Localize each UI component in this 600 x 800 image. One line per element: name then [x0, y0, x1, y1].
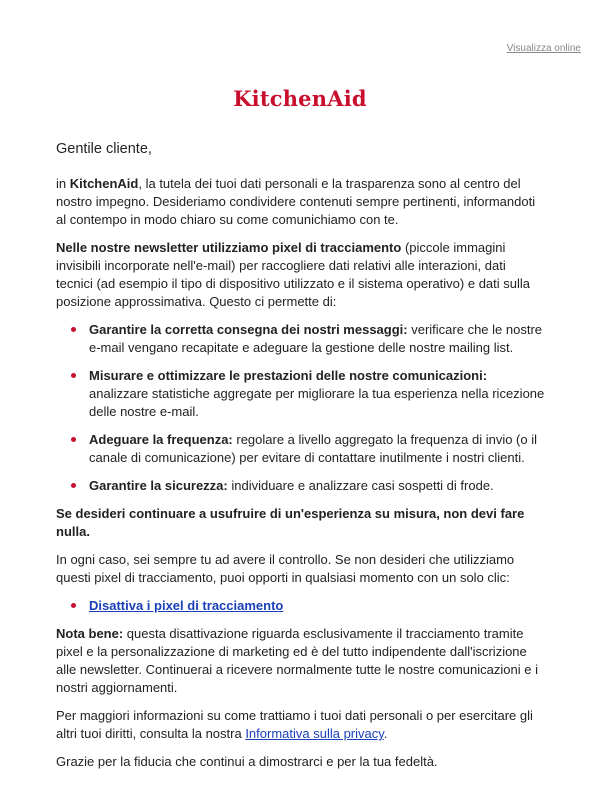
note-paragraph: [56, 625, 546, 697]
pixel-heading: Nelle nostre newsletter utilizziamo pixel di tracciamento: [56, 240, 402, 255]
intro-text: , la tutela dei tuoi dati personali e la trasparenza sono al centro del nostro impegno. Desideriamo condividere contenuti sempre pertinenti, informandoti al contempo in modo chiaro su come comunichiamo con te.: [56, 176, 536, 227]
list-item: [56, 321, 546, 357]
purpose-list: [56, 321, 546, 495]
list-item-title: Garantire la corretta consegna dei nostri messaggi:: [89, 322, 408, 337]
intro-pre: in: [56, 176, 70, 191]
privacy-policy-link[interactable]: Informativa sulla privacy: [245, 726, 384, 741]
list-item-title: Misurare e ottimizzare le prestazioni delle nostre comunicazioni:: [89, 368, 488, 383]
continue-text: Se desideri continuare a usufruire di un'esperienza su misura, non devi fare nulla.: [56, 506, 525, 539]
pixel-paragraph: [56, 239, 546, 311]
list-item: [56, 367, 546, 421]
logo-text: KitchenAid: [233, 86, 367, 111]
email-body: [56, 139, 546, 781]
control-paragraph: In ogni caso, sei sempre tu ad avere il controllo. Se non desideri che utilizziamo questi pixel di tracciamento, puoi opporti in qualsiasi momento con un solo clic:: [56, 552, 515, 585]
opt-out-list: [56, 597, 546, 615]
greeting: Gentile cliente,: [56, 141, 152, 157]
list-item: [56, 431, 546, 467]
thanks-paragraph: Grazie per la fiducia che continui a dimostrarci e per la tua fedeltà.: [56, 754, 438, 769]
info-post: .: [383, 726, 388, 741]
list-item: [56, 477, 546, 495]
view-online-link[interactable]: Visualizza online: [506, 43, 581, 54]
disable-tracking-link[interactable]: Disattiva i pixel di tracciamento: [89, 598, 284, 613]
list-item-title: Garantire la sicurezza:: [89, 478, 228, 493]
list-item-title: Adeguare la frequenza:: [89, 432, 233, 447]
list-item: [56, 597, 546, 615]
info-paragraph: [56, 707, 546, 743]
info-pre: Per maggiori informazioni su come trattiamo i tuoi dati personali o per esercitare gli altri tuoi diritti, consulta la nostra: [56, 708, 533, 741]
list-item-text: analizzare statistiche aggregate per migliorare la tua esperienza nella ricezione delle nostre e-mail.: [89, 386, 545, 419]
list-item-text: regolare a livello aggregato la frequenza di invio (o il canale di comunicazione) per evitare di contattare inutilmente i nostri clienti.: [89, 432, 538, 465]
continue-paragraph: [56, 505, 546, 541]
top-bar: [507, 38, 581, 56]
intro-paragraph: [56, 175, 546, 229]
brand-logo: [0, 86, 600, 111]
list-item-text: verificare che le nostre e-mail vengano recapitate e adeguare la gestione delle nostre mailing list.: [89, 322, 543, 355]
note-text: questa disattivazione riguarda esclusivamente il tracciamento tramite pixel e la personalizzazione di marketing ed è del tutto indipendente dall'iscrizione alle newsletter. Continuerai a ricevere normalmente tutte le nostre comunicazioni e i nostri aggiornamenti.: [56, 626, 538, 695]
brand-name: KitchenAid: [69, 176, 139, 191]
note-label: Nota bene:: [56, 626, 124, 641]
pixel-text: (piccole immagini invisibili incorporate nell'e-mail) per raccogliere dati relativi alle interazioni, dati tecnici (ad esempio il tipo di dispositivo utilizzato e il sistema operativo) e dati sulla posizione approssimativa. Questo ci permette di:: [56, 240, 530, 309]
list-item-text: individuare e analizzare casi sospetti di frode.: [227, 478, 494, 493]
